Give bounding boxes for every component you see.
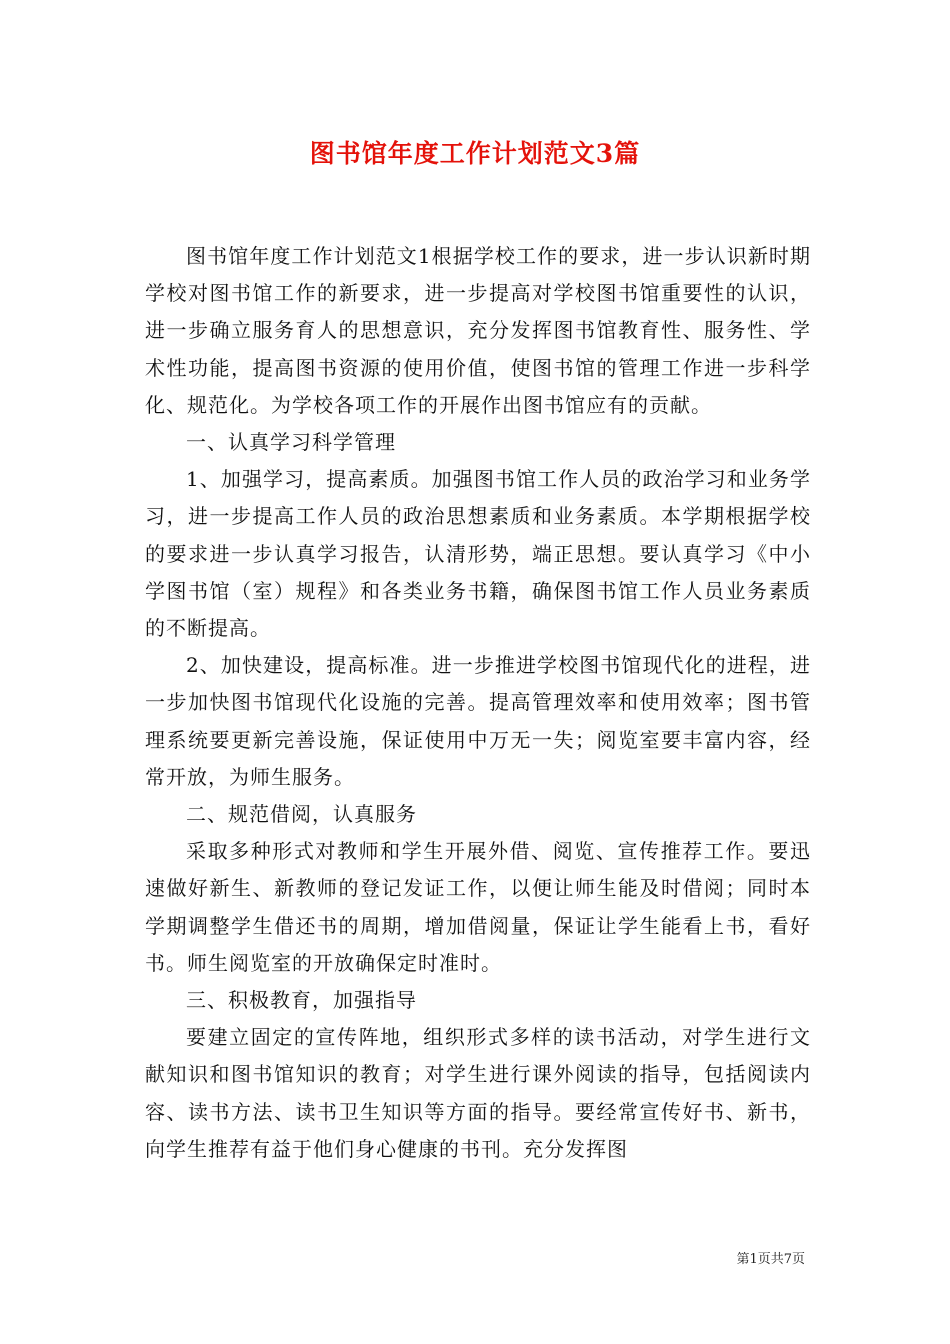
page-number: 第1页共7页 [736, 1252, 805, 1267]
paragraph-borrowing: 采取多种形式对教师和学生开展外借、阅览、宣传推荐工作。要迅速做好新生、新教师的登记发证工作，以便让师生能及时借阅；同时本学期调整学生借还书的周期，增加借阅量，保证让学生能看上书，看好书。师生阅览室的开放确保定时准时。 [145, 839, 811, 975]
paragraph-study: 1、加强学习，提高素质。加强图书馆工作人员的政治学习和业务学习，进一步提高工作人员的政治思想素质和业务素质。本学期根据学校的要求进一步认真学习报告，认清形势，端正思想。要认真学习《中小学图书馆（室）规程》和各类业务书籍，确保图书馆工作人员业务素质的不断提高。 [145, 467, 811, 641]
document-title: 图书馆年度工作计划范文3篇 [309, 139, 641, 168]
paragraph-construction: 2、加快建设，提高标准。进一步推进学校图书馆现代化的进程，进一步加快图书馆现代化设施的完善。提高管理效率和使用效率；图书管理系统要更新完善设施，保证使用中万无一失；阅览室要丰富内容，经常开放，为师生服务。 [145, 653, 811, 789]
section-heading-3: 三、积极教育，加强指导 [186, 988, 417, 1013]
paragraph-intro: 图书馆年度工作计划范文1根据学校工作的要求，进一步认识新时期学校对图书馆工作的新要求，进一步提高对学校图书馆重要性的认识，进一步确立服务育人的思想意识，充分发挥图书馆教育性、服务性、学术性功能，提高图书资源的使用价值，使图书馆的管理工作进一步科学化、规范化。为学校各项工作的开展作出图书馆应有的贡献。 [145, 244, 811, 417]
document-body [145, 238, 811, 1168]
section-heading-1: 一、认真学习科学管理 [186, 430, 396, 455]
paragraph-education: 要建立固定的宣传阵地，组织形式多样的读书活动，对学生进行文献知识和图书馆知识的教育；对学生进行课外阅读的指导，包括阅读内容、读书方法、读书卫生知识等方面的指导。要经常宣传好书、新书，向学生推荐有益于他们身心健康的书刊。充分发挥图 [145, 1025, 811, 1161]
section-heading-2: 二、规范借阅，认真服务 [186, 802, 417, 827]
